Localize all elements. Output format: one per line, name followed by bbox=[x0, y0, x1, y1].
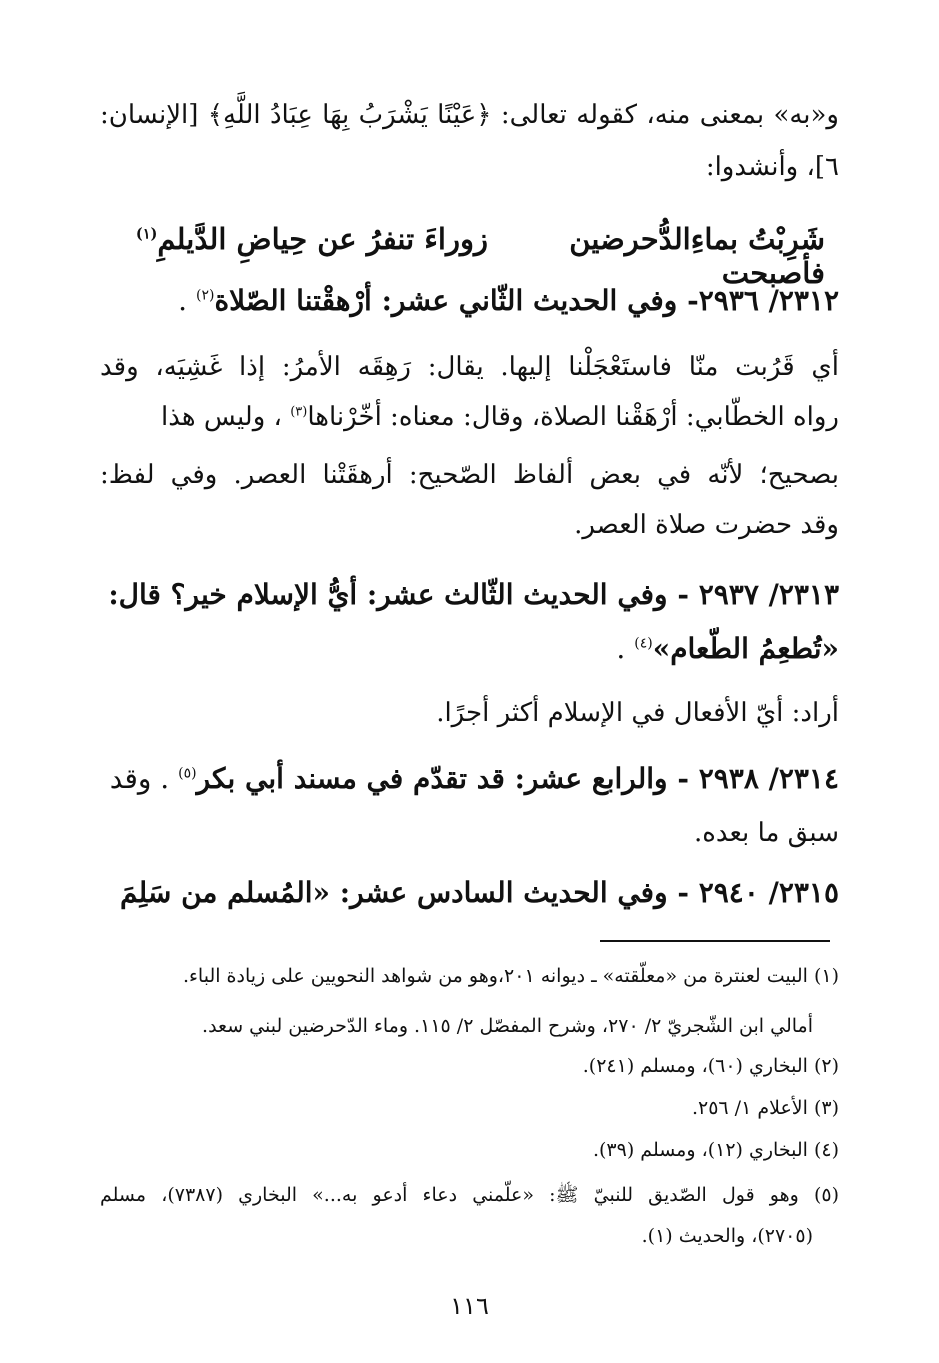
heading-text: ٢٣١٢/ ٢٩٣٦- وفي الحديث الثّاني عشر: أرْهقْتنا الصّلاة bbox=[214, 284, 839, 317]
text-line: ٦]، وأنشدوا: bbox=[705, 152, 839, 182]
text-line: وقد حضرت صلاة العصر. bbox=[574, 510, 839, 540]
text-line: و«به» بمعنى منه، كقوله تعالى: ﴿عَيْنًا يَشْرَبُ بِهَا عِبَادُ اللَّهِ﴾ [الإنسان: bbox=[100, 100, 839, 130]
verse-first-hemistich bbox=[485, 222, 825, 290]
verse-second-hemistich bbox=[128, 222, 488, 256]
footnote: (٣) الأعلام ١/ ٢٥٦. bbox=[691, 1097, 839, 1119]
hadith-heading bbox=[100, 876, 839, 909]
footnote-marker: (٢) bbox=[195, 287, 215, 304]
page-number: ١١٦ bbox=[450, 1292, 489, 1320]
footnote-marker: (٤) bbox=[634, 635, 653, 652]
footnote: أمالي ابن الشّجريّ ٢/ ٢٧٠، وشرح المفصّل ٢/ ١١٥. وماء الدّحرضين لبني سعد. bbox=[202, 1015, 813, 1037]
footnote: (٢) البخاري (٦٠)، ومسلم (٢٤١). bbox=[582, 1055, 839, 1077]
hadith-heading bbox=[100, 284, 839, 317]
line-text: ، وليس هذا bbox=[160, 402, 282, 432]
footnote: (١) البيت لعنترة من «معلّقته» ـ ديوانه ٢٠١،وهو من شواهد النحويين على زيادة الباء. bbox=[182, 965, 839, 987]
heading-text: ٢٣١٤/ ٢٩٣٨ - والرابع عشر: قد تقدّم في مسند أبي بكر bbox=[196, 762, 839, 795]
line-text: رواه الخطّابي: أرْهَقْنا الصلاة، وقال: معناه: أخّرْناها bbox=[307, 402, 839, 432]
text-line: أي قَرُبت منّا فاستَعْجَلْنا إليها. يقال: رَهِقَه الأمرُ: إذا غَشِيَه، وقد bbox=[100, 352, 839, 382]
footnote: (٢٧٠٥)، والحديث (١). bbox=[641, 1225, 813, 1247]
text-line bbox=[100, 402, 839, 432]
verse-text: شَرِبْتُ بماءِالدُّحرضين فأصبحت bbox=[569, 222, 825, 290]
line-text: . وقد bbox=[109, 762, 179, 795]
text-line: سبق ما بعده. bbox=[693, 818, 839, 848]
footnote-separator bbox=[600, 940, 830, 942]
text-line: بصحيح؛ لأنّه في بعض ألفاظ الصّحيح: أرهقَتْنا العصر. وفي لفظ: bbox=[100, 460, 839, 490]
text-line: أراد: أيّ الأفعال في الإسلام أكثر أجرًا. bbox=[436, 698, 839, 728]
footnote: (٥) وهو قول الصّديق للنبيّ ﷺ: «علّمني دعاء أدعو به...» البخاري (٧٣٨٧)، مسلم bbox=[100, 1184, 839, 1206]
heading-text: ٢٣١٥/ ٢٩٤٠ - وفي الحديث السادس عشر: «المُسلم من سَلِمَ bbox=[119, 876, 839, 909]
footnote-marker: (٥) bbox=[178, 765, 197, 782]
hadith-heading bbox=[100, 578, 839, 611]
heading-end: . bbox=[178, 284, 196, 317]
heading-end: . bbox=[616, 632, 635, 665]
verse-text: زوراءَ تنفرُ عن حِياضِ الدَّيلمِ bbox=[157, 222, 488, 256]
footnote-marker: (٣) bbox=[290, 404, 308, 420]
hadith-heading bbox=[100, 762, 839, 795]
heading-text: ٢٣١٣/ ٢٩٣٧ - وفي الحديث الثّالث عشر: أيُّ الإسلام خير؟ قال: bbox=[108, 578, 839, 611]
footnote-marker: (١) bbox=[135, 225, 158, 243]
heading-text: «تُطعِمُ الطّعام» bbox=[652, 632, 839, 665]
footnote: (٤) البخاري (١٢)، ومسلم (٣٩). bbox=[592, 1139, 839, 1161]
hadith-heading bbox=[100, 632, 839, 665]
